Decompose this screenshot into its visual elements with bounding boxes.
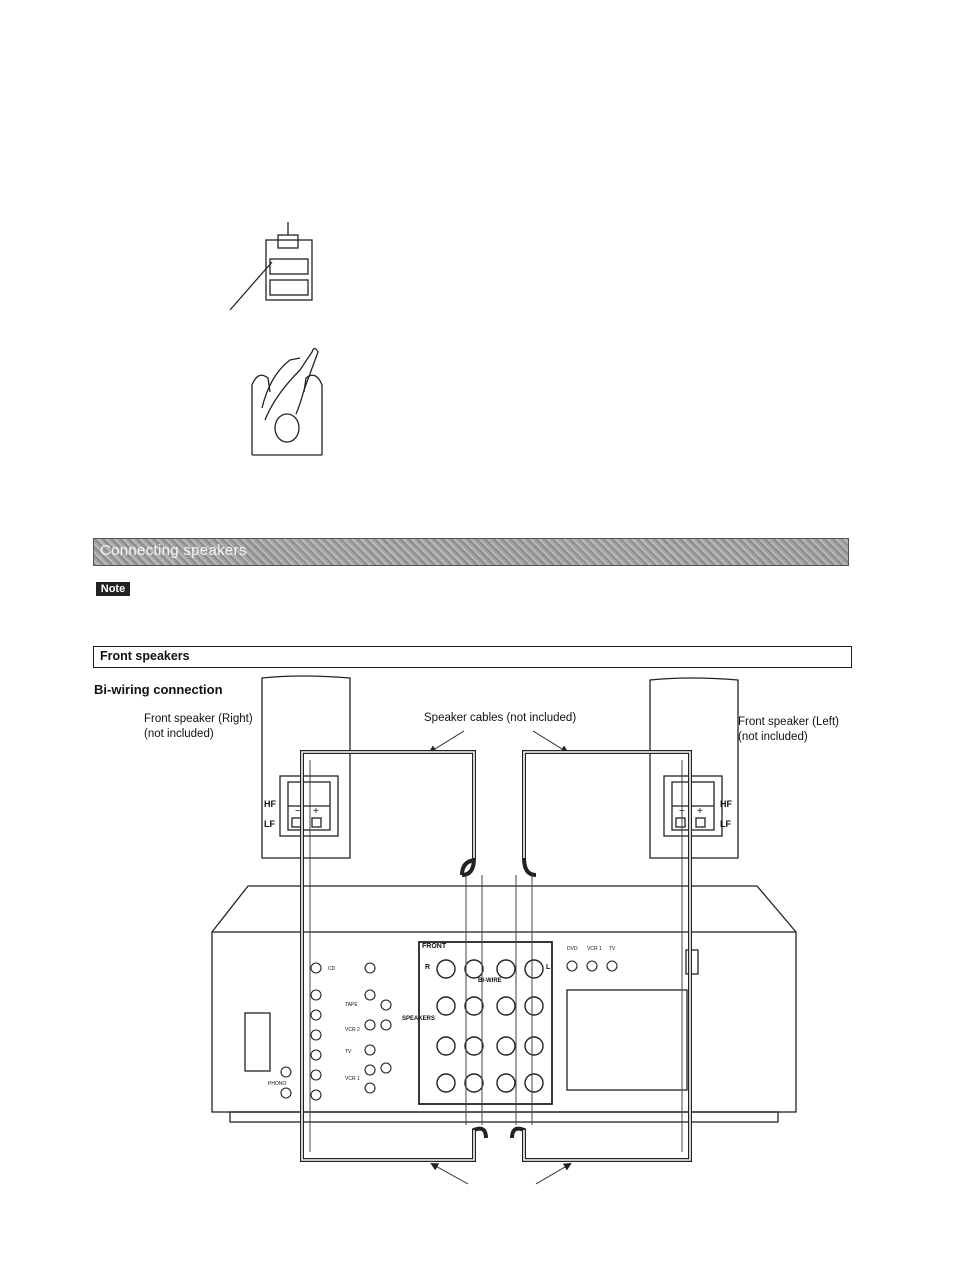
l-tag: L xyxy=(546,964,551,971)
video-label-tv: TV xyxy=(609,946,616,952)
jack-label-phono: PHONO xyxy=(268,1081,287,1087)
front-right-label: Front speaker (Right) (not included) xyxy=(144,713,253,740)
speakers-label: SPEAKERS xyxy=(402,1016,436,1022)
jack-label-vcr2: VCR 2 xyxy=(345,1027,360,1033)
lf-label-right-speaker: LF xyxy=(264,819,275,829)
speaker-cables-label: Speaker cables (not included) xyxy=(424,712,577,724)
front-speaker-left xyxy=(650,678,738,858)
r-tag: R xyxy=(425,964,431,971)
cable-leads xyxy=(310,760,682,1152)
speaker-cables xyxy=(302,752,690,1160)
note-badge: Note xyxy=(96,582,130,596)
jack-label-vcr1: VCR 1 xyxy=(345,1076,360,1082)
jack-label-tape: TAPE xyxy=(345,1002,358,1008)
minus-label-right-speaker: − xyxy=(295,806,301,817)
jack-label-tv: TV xyxy=(345,1049,352,1055)
subsection-title: Front speakers xyxy=(100,649,190,663)
front-speaker-right xyxy=(262,676,350,858)
video-label-dvd: DVD xyxy=(567,946,578,952)
biwire-label: BI-WIRE xyxy=(478,978,502,984)
section-title: Connecting speakers xyxy=(100,542,247,559)
front-left-label: Front speaker (Left) (not included) xyxy=(738,716,839,743)
video-label-vcr1: VCR 1 xyxy=(587,946,602,952)
diagram-heading: Bi-wiring connection xyxy=(94,682,223,697)
speaker-cables-inner xyxy=(302,752,690,1160)
plus-label-right-speaker: + xyxy=(313,806,319,817)
jack-label-cd: CD xyxy=(328,966,336,972)
lf-label-left-speaker: LF xyxy=(720,819,731,829)
label-arrows xyxy=(430,731,570,1184)
front-terminal-label: FRONT xyxy=(422,943,447,950)
minus-label-left-speaker: − xyxy=(679,806,685,817)
plus-label-left-speaker: + xyxy=(697,806,703,817)
hf-label-right-speaker: HF xyxy=(264,799,276,809)
hf-label-left-speaker: HF xyxy=(720,799,732,809)
